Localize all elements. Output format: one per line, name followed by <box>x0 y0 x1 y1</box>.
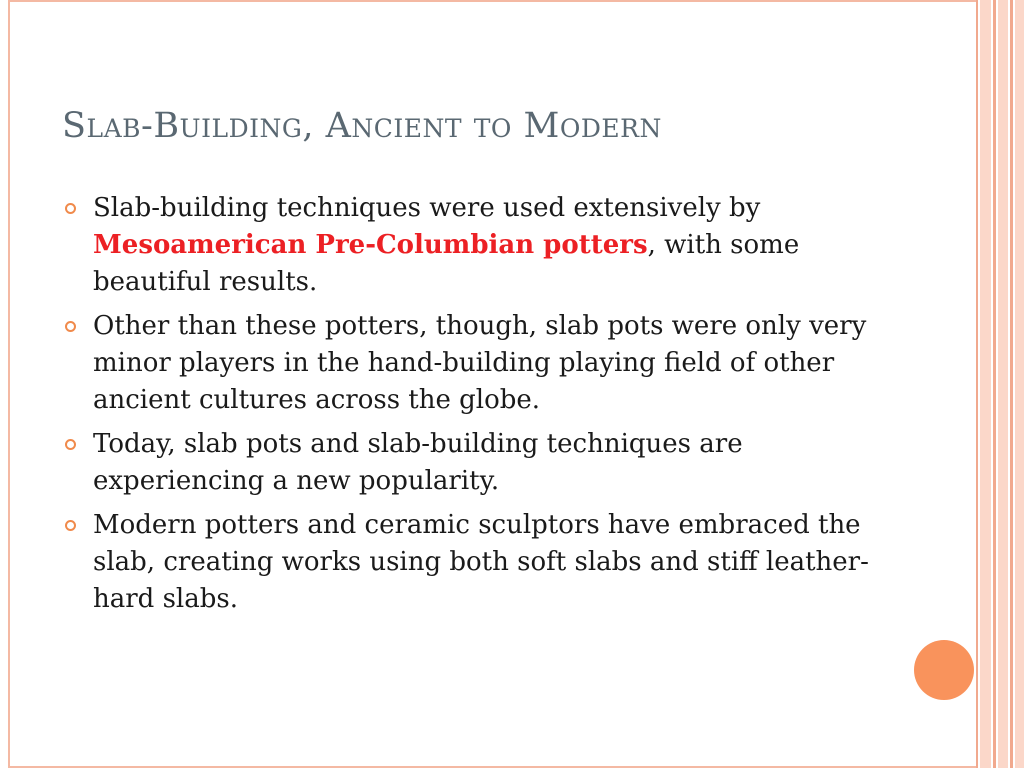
bullet-icon <box>65 321 76 332</box>
bullet-text: Modern potters and ceramic sculptors have embraced the slab, creating works using both soft slabs and stiff leather-hard slabs. <box>93 510 869 614</box>
highlighted-text: Mesoamerican Pre-Columbian potters <box>93 230 648 260</box>
slide-title: Slab-Building, Ancient to Modern <box>62 106 662 146</box>
bullet-text: , with some beautiful results. <box>93 230 800 297</box>
bullet-icon <box>65 439 76 450</box>
decorative-stripes <box>976 0 1024 768</box>
bullet-list <box>62 190 892 625</box>
bullet-icon <box>65 520 76 531</box>
bullet-item <box>62 190 892 301</box>
bullet-text: Slab-building techniques were used extensively by <box>93 193 761 223</box>
decorative-circle <box>914 640 974 700</box>
bullet-item <box>62 507 892 618</box>
bullet-icon <box>65 203 76 214</box>
bullet-item <box>62 308 892 419</box>
frame-top-border <box>8 0 976 2</box>
frame-left-border <box>8 0 10 768</box>
bullet-text: Other than these potters, though, slab pots were only very minor players in the hand-building playing field of other ancient cultures across the globe. <box>93 311 867 415</box>
bullet-text: Today, slab pots and slab-building techniques are experiencing a new popularity. <box>93 429 743 496</box>
bullet-item <box>62 426 892 500</box>
